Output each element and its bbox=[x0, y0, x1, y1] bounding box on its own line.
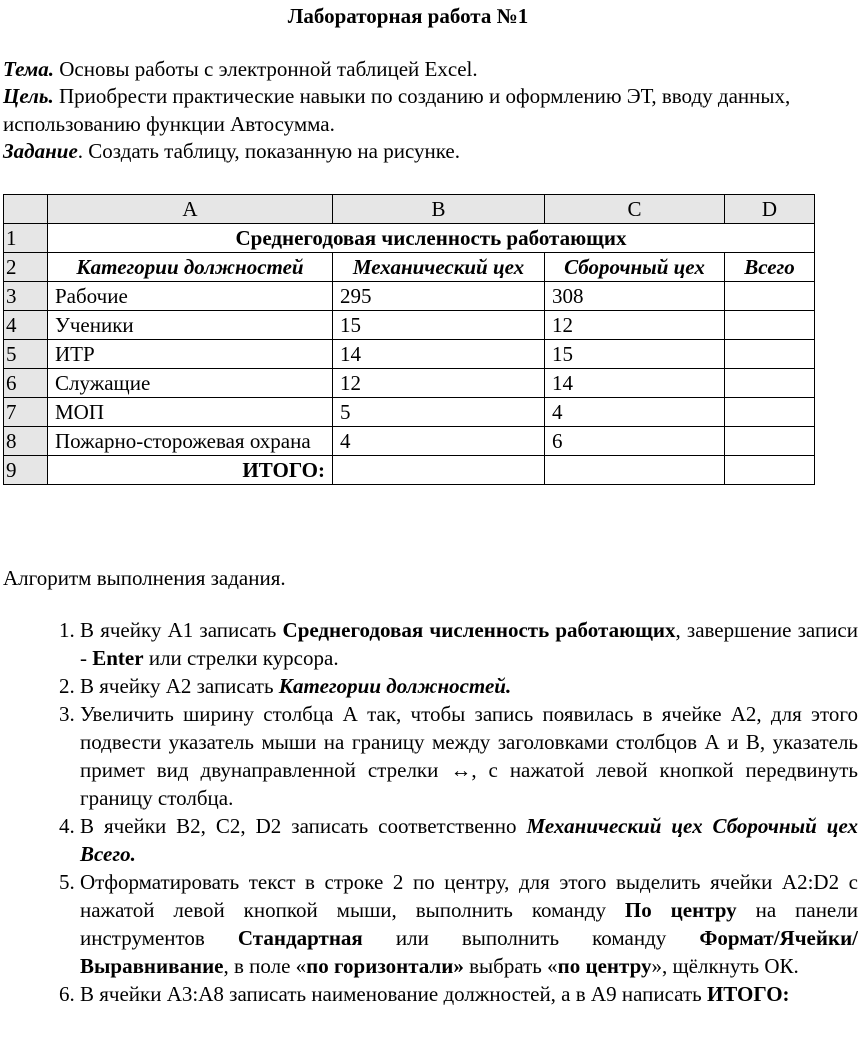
value-cell: 308 bbox=[545, 282, 725, 311]
value-cell bbox=[725, 282, 815, 311]
value-cell: 295 bbox=[333, 282, 545, 311]
category-cell: ИТР bbox=[48, 340, 333, 369]
list-item bbox=[80, 616, 858, 672]
task-line bbox=[3, 138, 813, 165]
value-cell: 15 bbox=[545, 340, 725, 369]
row-number: 9 bbox=[4, 456, 48, 485]
list-item bbox=[80, 812, 858, 868]
table-row bbox=[4, 369, 815, 398]
column-header-a: A bbox=[48, 195, 333, 224]
topic-text: Основы работы с электронной таблицей Excel. bbox=[54, 57, 478, 81]
category-cell: Пожарно-сторожевая охрана bbox=[48, 427, 333, 456]
value-cell bbox=[545, 456, 725, 485]
step-text: В ячейки А3:А8 записать наименование должностей, а в А9 написать bbox=[80, 982, 707, 1006]
list-item bbox=[80, 980, 858, 1008]
row-number: 8 bbox=[4, 427, 48, 456]
list-item bbox=[80, 868, 858, 980]
table-row bbox=[4, 311, 815, 340]
value-cell bbox=[725, 369, 815, 398]
value-cell: 12 bbox=[333, 369, 545, 398]
row-number: 4 bbox=[4, 311, 48, 340]
header-cell-mechanical: Механический цех bbox=[333, 253, 545, 282]
column-header-b: B bbox=[333, 195, 545, 224]
step-bold-italic: Категории должностей. bbox=[278, 674, 512, 698]
table-row bbox=[4, 282, 815, 311]
step-text: выбрать « bbox=[463, 954, 558, 978]
topic-label: Тема. bbox=[3, 57, 55, 81]
category-cell: Ученики bbox=[48, 311, 333, 340]
list-item bbox=[80, 700, 858, 812]
value-cell: 4 bbox=[333, 427, 545, 456]
step-bold: по центру bbox=[557, 954, 652, 978]
column-header-d: D bbox=[725, 195, 815, 224]
row-number: 7 bbox=[4, 398, 48, 427]
table-row bbox=[4, 253, 815, 282]
value-cell: 4 bbox=[545, 398, 725, 427]
step-text: или выполнить команду bbox=[362, 926, 700, 950]
column-header-row bbox=[4, 195, 815, 224]
header-cell-total: Всего bbox=[725, 253, 815, 282]
value-cell bbox=[725, 456, 815, 485]
step-text: , в поле « bbox=[223, 954, 307, 978]
step-text: , завершение записи - bbox=[80, 618, 858, 670]
header-cell-assembly: Сборочный цех bbox=[545, 253, 725, 282]
table-row bbox=[4, 340, 815, 369]
header-cell-categories: Категории должностей bbox=[48, 253, 333, 282]
row-number: 3 bbox=[4, 282, 48, 311]
step-text: В ячейку А2 записать bbox=[80, 674, 279, 698]
step-bold: По центру bbox=[624, 898, 737, 922]
value-cell bbox=[725, 398, 815, 427]
value-cell bbox=[725, 427, 815, 456]
value-cell: 14 bbox=[545, 369, 725, 398]
document-title: Лабораторная работа №1 bbox=[287, 4, 529, 28]
step-text: В ячейки В2, С2, D2 записать соответственно bbox=[80, 814, 527, 838]
step-text: Увеличить ширину столбца А так, чтобы запись появилась в ячейке А2, для этого подвести указатель мыши на границу между заголовками столбцов А и В, указатель примет вид двунаправленной стрелки ↔, с нажатой левой кнопкой передвинуть границу столбца. bbox=[80, 702, 858, 810]
step-bold: Enter bbox=[92, 646, 144, 670]
row-number: 5 bbox=[4, 340, 48, 369]
step-text: Отформатировать текст в строке 2 по центру, для этого выделить ячейки А2:D2 с нажатой левой кнопкой мыши, выполнить команду bbox=[80, 870, 858, 922]
category-cell: Служащие bbox=[48, 369, 333, 398]
algorithm-title: Алгоритм выполнения задания. bbox=[3, 566, 286, 590]
table-row bbox=[4, 456, 815, 485]
value-cell: 5 bbox=[333, 398, 545, 427]
value-cell: 6 bbox=[545, 427, 725, 456]
goal-label: Цель. bbox=[3, 84, 54, 109]
column-header-c: C bbox=[545, 195, 725, 224]
table-row bbox=[4, 427, 815, 456]
step-text: В ячейку А1 записать bbox=[80, 618, 283, 642]
category-cell: МОП bbox=[48, 398, 333, 427]
total-label-cell: ИТОГО: bbox=[48, 456, 333, 485]
category-cell: Рабочие bbox=[48, 282, 333, 311]
task-label: Задание bbox=[3, 138, 78, 163]
topic-line bbox=[3, 56, 813, 83]
goal-text: Приобрести практические навыки по созданию и оформлению ЭТ, вводу данных, использованию функции Автосумма. bbox=[3, 84, 791, 136]
spreadsheet-table bbox=[3, 194, 815, 485]
value-cell bbox=[725, 340, 815, 369]
step-text: или стрелки курсора. bbox=[143, 646, 339, 670]
task-text: . Создать таблицу, показанную на рисунке. bbox=[77, 138, 460, 163]
corner-cell bbox=[4, 195, 48, 224]
step-bold: Стандартная bbox=[237, 926, 363, 950]
step-bold: Среднегодовая численность работающих bbox=[282, 618, 676, 642]
step-bold-italic: Механический цех Сборочный цех Всего. bbox=[80, 814, 858, 866]
value-cell bbox=[333, 456, 545, 485]
step-bold: Формат/Ячейки/Выравнивание bbox=[80, 926, 858, 978]
table-row bbox=[4, 224, 815, 253]
row-number: 6 bbox=[4, 369, 48, 398]
value-cell bbox=[725, 311, 815, 340]
step-bold: по горизонтали» bbox=[306, 954, 464, 978]
row-number: 2 bbox=[4, 253, 48, 282]
step-text: на панели инструментов bbox=[80, 898, 858, 950]
algorithm-steps bbox=[36, 616, 858, 1008]
value-cell: 15 bbox=[333, 311, 545, 340]
step-text: », щёлкнуть ОК. bbox=[651, 954, 799, 978]
value-cell: 12 bbox=[545, 311, 725, 340]
merged-title-cell: Среднегодовая численность работающих bbox=[48, 224, 815, 253]
intro-section bbox=[3, 56, 813, 165]
value-cell: 14 bbox=[333, 340, 545, 369]
step-bold: ИТОГО: bbox=[706, 982, 790, 1006]
table-row bbox=[4, 398, 815, 427]
goal-line bbox=[3, 83, 813, 138]
list-item bbox=[80, 672, 858, 700]
row-number: 1 bbox=[4, 224, 48, 253]
